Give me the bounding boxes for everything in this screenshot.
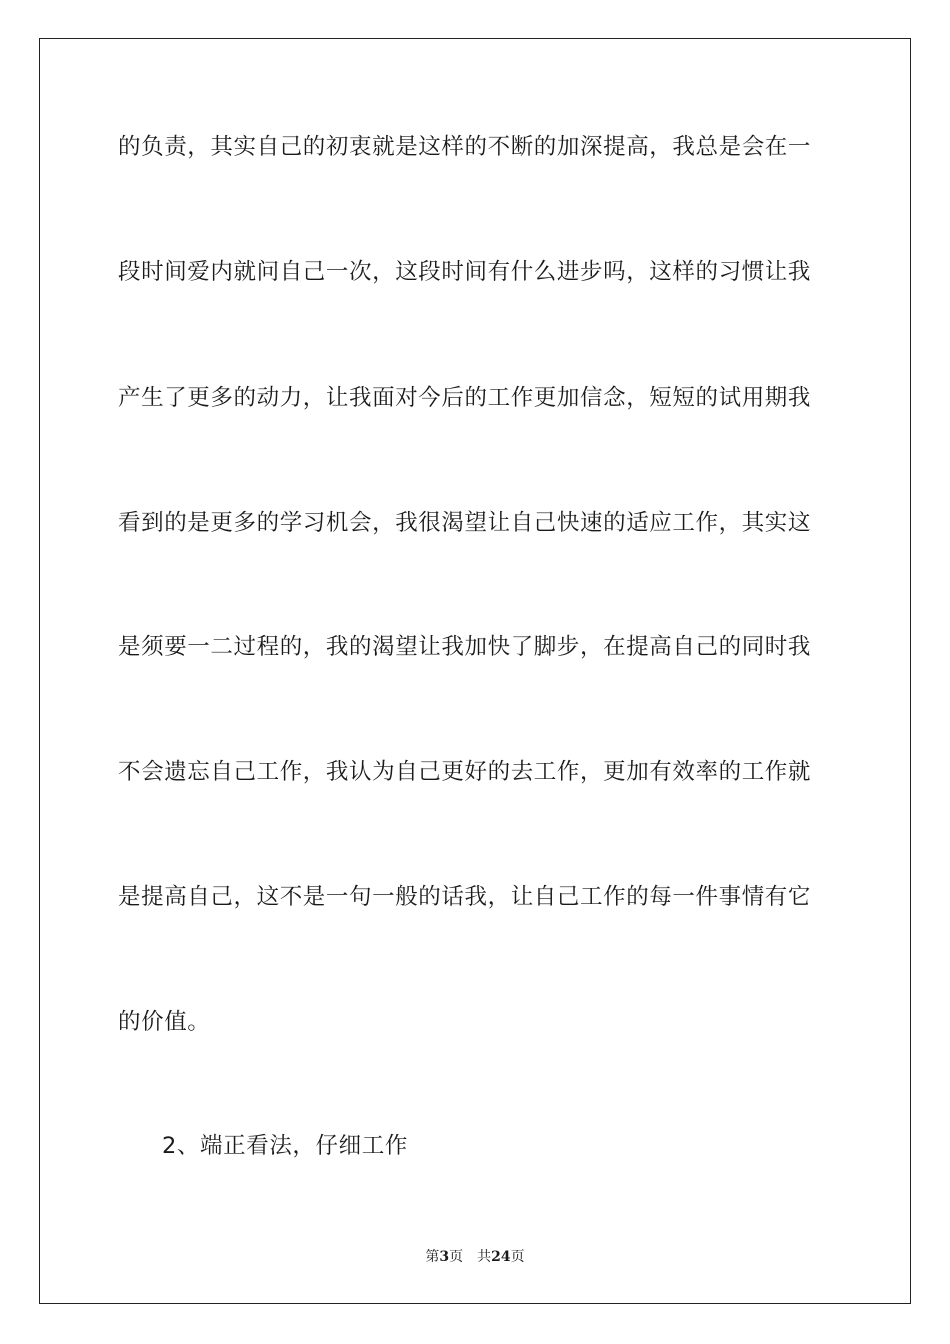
footer-page-suffix: 页 (449, 1249, 464, 1265)
body-text-line-2: 段时间爱内就问自己一次，这段时间有什么进步吗，这样的习惯让我 (118, 259, 812, 285)
footer-page-prefix: 第 (425, 1249, 440, 1265)
section-heading: 2、端正看法，仔细工作 (162, 1133, 408, 1159)
footer-total-suffix: 页 (510, 1249, 525, 1265)
footer-total-pages: 24 (491, 1249, 511, 1265)
body-text-line-6: 不会遗忘自己工作，我认为自己更好的去工作，更加有效率的工作就 (118, 759, 812, 785)
body-text-line-7: 是提高自己，这不是一句一般的话我，让自己工作的每一件事情有它 (118, 884, 812, 910)
page-border (39, 38, 911, 1304)
footer-page-number: 3 (439, 1249, 450, 1265)
body-text-line-1: 的负责，其实自己的初衷就是这样的不断的加深提高，我总是会在一 (118, 134, 812, 160)
body-text-line-8: 的价值。 (118, 1009, 211, 1035)
body-text-line-4: 看到的是更多的学习机会，我很渴望让自己快速的适应工作，其实这 (118, 510, 812, 536)
page-footer (0, 1248, 950, 1266)
footer-total-prefix: 共 (477, 1249, 492, 1265)
body-text-line-5: 是须要一二过程的，我的渴望让我加快了脚步，在提高自己的同时我 (118, 634, 812, 660)
body-text-line-3: 产生了更多的动力，让我面对今后的工作更加信念，短短的试用期我 (118, 385, 812, 411)
